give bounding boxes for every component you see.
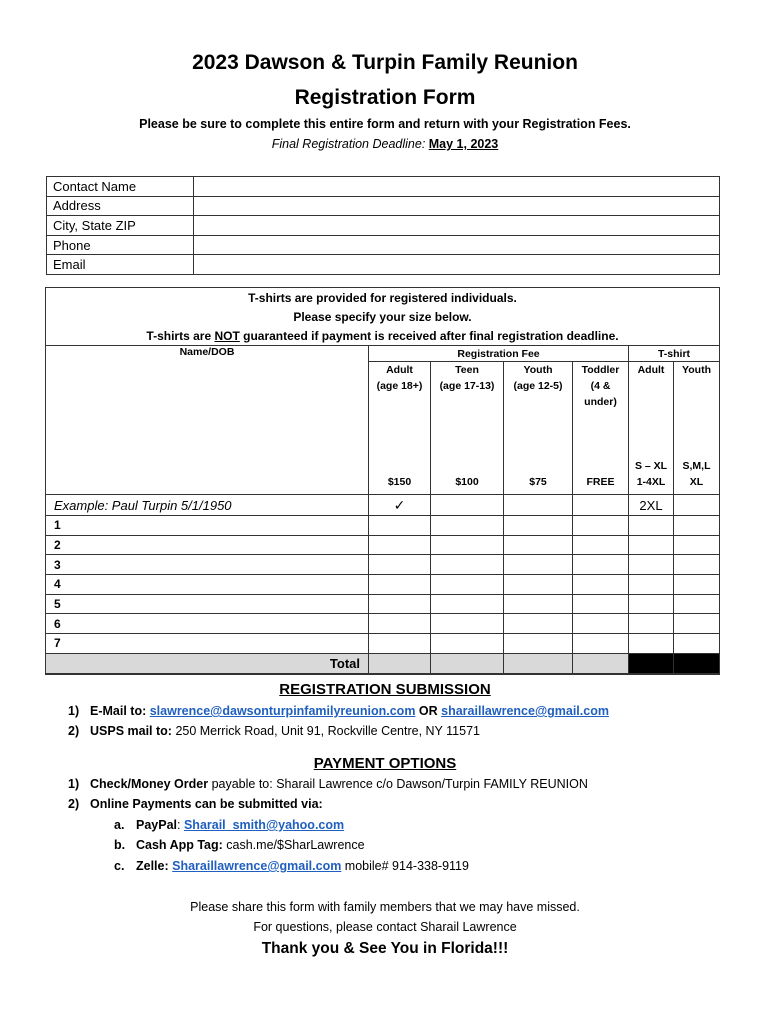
table-row: [46, 535, 720, 555]
city-state-zip-label: City, State ZIP: [47, 216, 194, 236]
share-text: Please share this form with family members that we may have missed.: [190, 900, 580, 914]
teen-fee-column: [431, 362, 504, 495]
row-number[interactable]: 4: [46, 575, 369, 595]
example-row: [46, 495, 720, 516]
fee-cell[interactable]: [573, 594, 629, 614]
zelle-label: Zelle:: [136, 859, 173, 873]
contact-name-field[interactable]: [194, 177, 720, 197]
size-cell[interactable]: [674, 575, 720, 595]
tshirt-header: T-shirt: [629, 346, 720, 362]
row-number[interactable]: 3: [46, 555, 369, 575]
address-field[interactable]: [194, 196, 720, 216]
notice-line-2: Please specify your size below.: [293, 310, 472, 324]
fee-cell[interactable]: [504, 634, 573, 654]
fee-cell[interactable]: [431, 535, 504, 555]
check-money-order-label: Check/Money Order: [90, 777, 209, 791]
item-letter: a.: [114, 818, 125, 832]
fee-cell[interactable]: [369, 535, 431, 555]
shirt-youth-sizes: S,M,L XL: [682, 460, 711, 488]
total-row: [46, 653, 720, 673]
deadline-line: [0, 137, 770, 151]
contact-table: [46, 176, 720, 275]
size-cell[interactable]: [629, 634, 674, 654]
cashapp-value: cash.me/$SharLawrence: [226, 838, 365, 852]
adult-price: $150: [387, 476, 412, 488]
row-number[interactable]: 7: [46, 634, 369, 654]
fee-cell[interactable]: [573, 555, 629, 575]
row-number[interactable]: 2: [46, 535, 369, 555]
contact-name-label: Contact Name: [47, 177, 194, 197]
youth-fee-column: [504, 362, 573, 495]
notice-line-3: [46, 327, 719, 346]
size-cell[interactable]: [674, 594, 720, 614]
size-cell[interactable]: [629, 614, 674, 634]
usps-label: USPS mail to:: [90, 724, 176, 738]
fee-cell[interactable]: [431, 516, 504, 536]
form-subtitle: Registration Form: [294, 86, 476, 109]
fee-cell[interactable]: [504, 555, 573, 575]
fee-cell[interactable]: [504, 575, 573, 595]
deadline-label: Final Registration Deadline:: [271, 137, 429, 151]
fee-cell[interactable]: [369, 555, 431, 575]
email-link-2[interactable]: sharaillawrence@gmail.com: [441, 704, 609, 718]
table-row: [46, 594, 720, 614]
submission-item-email: [68, 704, 609, 718]
size-cell[interactable]: [629, 594, 674, 614]
city-state-zip-field[interactable]: [194, 216, 720, 236]
fee-cell[interactable]: [573, 575, 629, 595]
fee-cell[interactable]: [504, 535, 573, 555]
shirt-adult-column: [629, 362, 674, 495]
notice-line-3-post: guaranteed if payment is received after final registration deadline.: [239, 329, 619, 343]
size-cell[interactable]: [674, 516, 720, 536]
toddler-fee-label: Toddler (4 & under): [581, 364, 620, 408]
tshirt-notice: [46, 288, 719, 345]
size-cell[interactable]: [674, 535, 720, 555]
fee-cell[interactable]: [431, 614, 504, 634]
teen-fee-label: Teen (age 17-13): [439, 364, 495, 392]
fee-cell[interactable]: [431, 594, 504, 614]
registration-table: [45, 287, 720, 675]
size-cell[interactable]: [629, 535, 674, 555]
size-cell[interactable]: [629, 516, 674, 536]
mailing-address: 250 Merrick Road, Unit 91, Rockville Centre, NY 11571: [175, 724, 480, 738]
adult-fee-column: [369, 362, 431, 495]
notice-not-emphasis: NOT: [214, 329, 240, 343]
fee-cell[interactable]: [504, 594, 573, 614]
email-field[interactable]: [194, 255, 720, 275]
blacked-out-cell: [629, 653, 674, 673]
example-shirt-youth-cell: [674, 495, 720, 516]
item-letter: c.: [114, 859, 125, 873]
paypal-separator: :: [177, 818, 184, 832]
table-row: [46, 634, 720, 654]
youth-price: $75: [529, 476, 547, 488]
registration-grid: [45, 345, 720, 674]
paypal-label: PayPal: [136, 818, 178, 832]
size-cell[interactable]: [674, 634, 720, 654]
phone-field[interactable]: [194, 235, 720, 255]
zelle-line: [114, 859, 469, 873]
total-adult-cell[interactable]: [369, 653, 431, 673]
submission-item-mail: [68, 724, 480, 738]
notice-line-3-pre: T-shirts are: [146, 329, 215, 343]
row-number[interactable]: 5: [46, 594, 369, 614]
toddler-fee-column: [573, 362, 629, 495]
shirt-adult-sizes: S – XL 1-4XL: [634, 460, 668, 488]
fee-cell[interactable]: [369, 594, 431, 614]
deadline-value: May 1, 2023: [428, 137, 499, 151]
size-cell[interactable]: [629, 575, 674, 595]
shirt-youth-column: [674, 362, 720, 495]
example-size: 2XL: [629, 495, 674, 516]
fee-cell[interactable]: [573, 634, 629, 654]
submission-title: REGISTRATION SUBMISSION: [279, 681, 491, 698]
phone-label: Phone: [47, 235, 194, 255]
fee-cell[interactable]: [369, 634, 431, 654]
fee-cell[interactable]: [369, 575, 431, 595]
questions-text: For questions, please contact Sharail Lawrence: [253, 920, 517, 934]
online-payments-label: Online Payments can be submitted via:: [90, 797, 323, 811]
name-dob-header: Name/DOB: [46, 346, 369, 495]
fee-cell[interactable]: [573, 516, 629, 536]
address-label: Address: [47, 196, 194, 216]
shirt-youth-label: Youth: [682, 364, 711, 376]
fee-cell[interactable]: [573, 614, 629, 634]
toddler-price: FREE: [586, 476, 615, 488]
notice-line-1: T-shirts are provided for registered individuals.: [248, 291, 517, 305]
item-number: 2): [68, 724, 80, 738]
total-teen-cell[interactable]: [431, 653, 504, 673]
email-label: Email: [47, 255, 194, 275]
cashapp-line: [114, 838, 365, 852]
teen-price: $100: [455, 476, 479, 488]
item-letter: b.: [114, 838, 126, 852]
example-youth-cell: [504, 495, 573, 516]
example-teen-cell: [431, 495, 504, 516]
fee-cell[interactable]: [504, 516, 573, 536]
payment-title: PAYMENT OPTIONS: [313, 755, 457, 772]
item-number: 1): [68, 704, 80, 718]
payment-item-online: [68, 797, 323, 811]
payment-item-check: [68, 777, 588, 791]
paypal-line: [114, 818, 344, 832]
fee-cell[interactable]: [504, 614, 573, 634]
fee-cell[interactable]: [431, 555, 504, 575]
table-row: [46, 516, 720, 536]
cashapp-label: Cash App Tag:: [136, 838, 227, 852]
instruction-text: Please be sure to complete this entire form and return with your Registration Fees.: [139, 117, 631, 131]
item-number: 2): [68, 797, 80, 811]
fee-cell[interactable]: [431, 575, 504, 595]
total-label: Total: [46, 653, 369, 673]
example-name: Example: Paul Turpin 5/1/1950: [46, 495, 369, 516]
zelle-mobile: mobile# 914-338-9119: [341, 859, 469, 873]
size-cell[interactable]: [629, 555, 674, 575]
check-icon: ✓: [369, 495, 431, 516]
blacked-out-cell: [674, 653, 720, 673]
fee-cell[interactable]: [431, 634, 504, 654]
item-number: 1): [68, 777, 80, 791]
shirt-adult-label: Adult: [637, 364, 665, 376]
fee-cell[interactable]: [369, 614, 431, 634]
email-to-label: E-Mail to:: [90, 704, 150, 718]
check-payee-text: payable to: Sharail Lawrence c/o Dawson/Turpin FAMILY REUNION: [208, 777, 588, 791]
youth-fee-label: Youth (age 12-5): [513, 364, 563, 392]
paypal-link[interactable]: Sharail_smith@yahoo.com: [183, 818, 345, 832]
email-link-1[interactable]: slawrence@dawsonturpinfamilyreunion.com: [149, 704, 416, 718]
thank-you-text: Thank you & See You in Florida!!!: [261, 940, 509, 957]
total-youth-cell[interactable]: [504, 653, 573, 673]
row-number[interactable]: 6: [46, 614, 369, 634]
table-row: [46, 575, 720, 595]
zelle-link[interactable]: Sharaillawrence@gmail.com: [172, 859, 342, 873]
table-row: [46, 555, 720, 575]
adult-fee-label: Adult (age 18+): [376, 364, 423, 392]
fee-cell[interactable]: [573, 535, 629, 555]
table-row: [46, 614, 720, 634]
registration-fee-header: Registration Fee: [369, 346, 629, 362]
or-text: OR: [415, 704, 442, 718]
fee-cell[interactable]: [369, 516, 431, 536]
total-toddler-cell[interactable]: [573, 653, 629, 673]
size-cell[interactable]: [674, 614, 720, 634]
example-toddler-cell: [573, 495, 629, 516]
form-title: 2023 Dawson & Turpin Family Reunion: [192, 51, 578, 74]
size-cell[interactable]: [674, 555, 720, 575]
row-number[interactable]: 1: [46, 516, 369, 536]
